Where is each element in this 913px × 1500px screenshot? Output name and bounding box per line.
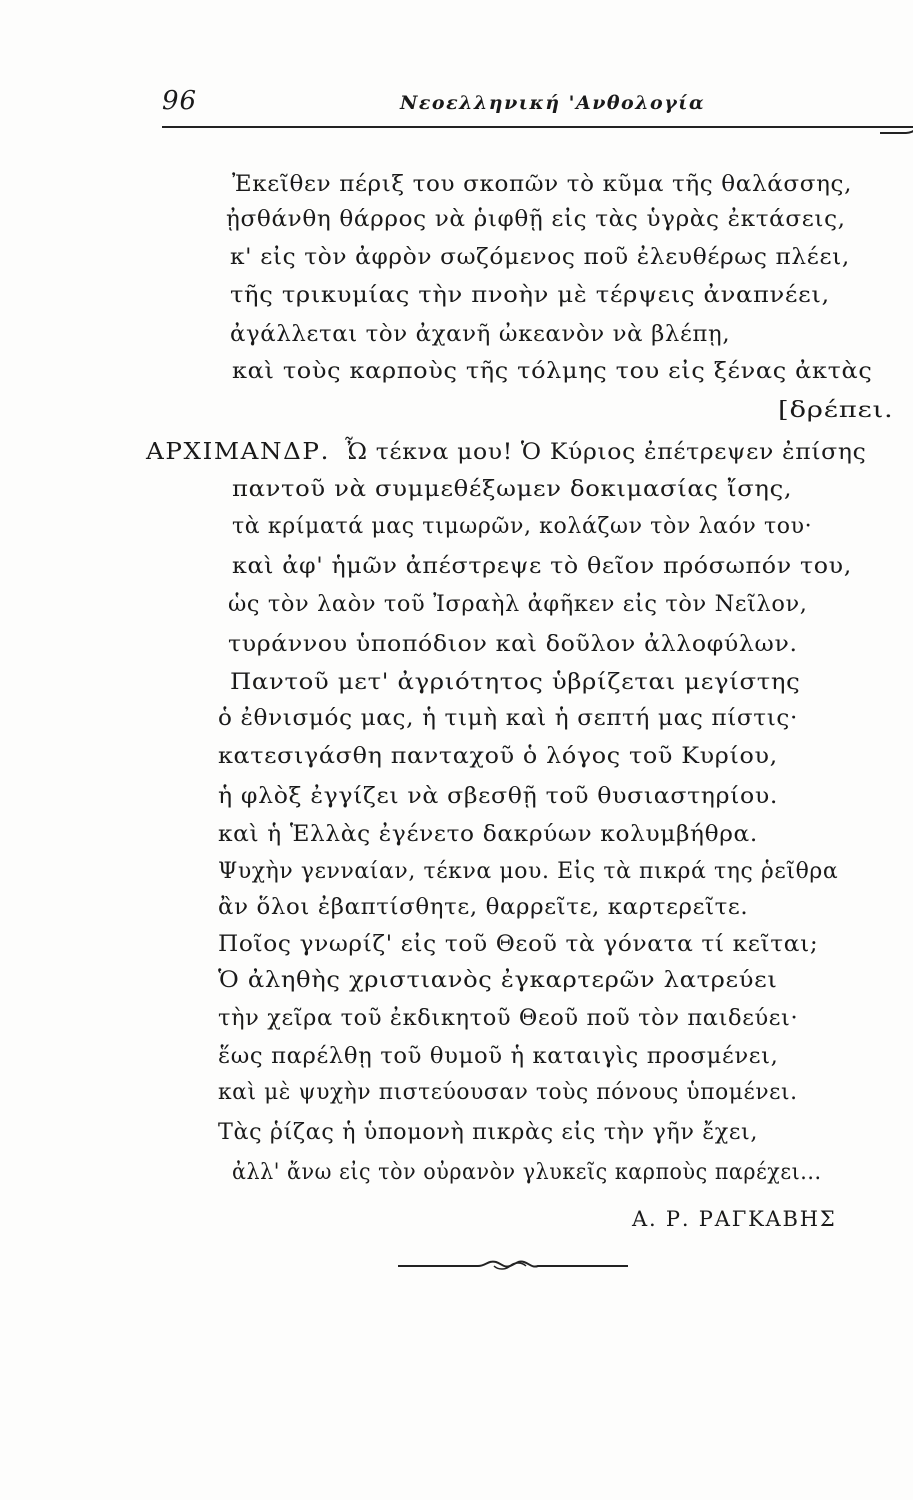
verse-line: ἀγάλλεται τὸν ἀχανῆ ὠκεανὸν νὰ βλέπῃ, [230, 322, 731, 347]
header-rule [162, 126, 913, 128]
verse-line: ἕως παρέλθῃ τοῦ θυμοῦ ἡ καταιγὶς προσμένει, [218, 1044, 779, 1069]
verse-line: Ψυχὴν γενναίαν, τέκνα μου. Εἰς τὰ πικρά της ῥεῖθρα [218, 859, 839, 884]
verse-line: κατεσιγάσθη πανταχοῦ ὁ λόγος τοῦ Κυρίου, [218, 744, 778, 769]
verse-line: παντοῦ νὰ συμμεθέξωμεν δοκιμασίας ἴσης, [232, 477, 793, 502]
verse-line-with-speaker: ΑΡΧΙΜΑΝΔΡ. Ὦ τέκνα μου! Ὁ Κύριος ἐπέτρεψεν ἐπίσης [146, 439, 867, 465]
verse-line: καὶ ἡ Ἑλλὰς ἐγένετο δακρύων κολυμβήθρα. [218, 822, 758, 847]
speaker-name: ΑΡΧΙΜΑΝΔΡ. [146, 439, 330, 465]
verse-line: τῆς τρικυμίας τὴν πνοὴν μὲ τέρψεις ἀναπνέει, [230, 283, 830, 308]
verse-line: τυράννου ὑποπόδιον καὶ δοῦλον ἀλλοφύλων. [228, 632, 798, 657]
verse-line: καὶ μὲ ψυχὴν πιστεύουσαν τοὺς πόνους ὑπομένει. [218, 1080, 798, 1105]
verse-line: Παντοῦ μετ' ἀγριότητος ὑβρίζεται μεγίστης [230, 670, 801, 695]
verse-line: ᾐσθάνθη θάρρος νὰ ῥιφθῇ εἰς τὰς ὑγρὰς ἐκτάσεις, [226, 207, 846, 232]
verse-line-continuation: [δρέπει. [778, 398, 894, 423]
end-ornament-icon [398, 1252, 628, 1276]
page-header [160, 86, 900, 126]
verse-line: κ' εἰς τὸν ἀφρὸν σωζόμενος ποῦ ἐλευθέρως πλέει, [230, 245, 850, 270]
verse-line: ἂν ὅλοι ἐβαπτίσθητε, θαρρεῖτε, καρτερεῖτε. [218, 895, 749, 920]
page-number: 96 [162, 86, 198, 116]
verse-line: Τὰς ῥίζας ἡ ὑπομονὴ πικρὰς εἰς τὴν γῆν ἔχει, [218, 1120, 759, 1145]
verse-line: ὁ ἐθνισμός μας, ἡ τιμὴ καὶ ἡ σεπτή μας πίστις· [218, 706, 798, 731]
verse-line: ὡς τὸν λαὸν τοῦ Ἰσραὴλ ἀφῆκεν εἰς τὸν Νεῖλον, [228, 592, 808, 617]
verse-line: καὶ ἀφ' ἡμῶν ἀπέστρεψε τὸ θεῖον πρόσωπόν του, [232, 554, 852, 579]
verse-line: Ποῖος γνωρίζ' εἰς τοῦ Θεοῦ τὰ γόνατα τί κεῖται; [218, 932, 819, 957]
header-rule-flourish [880, 118, 913, 134]
verse-line: Ὁ ἀληθὴς χριστιανὸς ἐγκαρτερῶν λατρεύει [218, 968, 778, 993]
author-signature: Α. Ρ. ΡΑΓΚΑΒΗΣ [632, 1207, 837, 1231]
verse-line: τὴν χεῖρα τοῦ ἐκδικητοῦ Θεοῦ ποῦ τὸν παιδεύει· [218, 1006, 799, 1031]
verse-line: καὶ τοὺς καρποὺς τῆς τόλμης του εἰς ξένας ἀκτὰς [232, 359, 873, 384]
verse-line: ἀλλ' ἄνω εἰς τὸν οὐρανὸν γλυκεῖς καρποὺς παρέχει... [232, 1160, 822, 1185]
running-title: Νεοελληνική 'Ανθολογία [400, 92, 706, 114]
verse-line: τὰ κρίματά μας τιμωρῶν, κολάζων τὸν λαόν του· [232, 514, 813, 539]
verse-line: Ἐκεῖθεν πέριξ του σκοπῶν τὸ κῦμα τῆς θαλάσσης, [232, 172, 853, 197]
verse-line: ἡ φλὸξ ἐγγίζει νὰ σβεσθῇ τοῦ θυσιαστηρίου. [218, 784, 778, 809]
